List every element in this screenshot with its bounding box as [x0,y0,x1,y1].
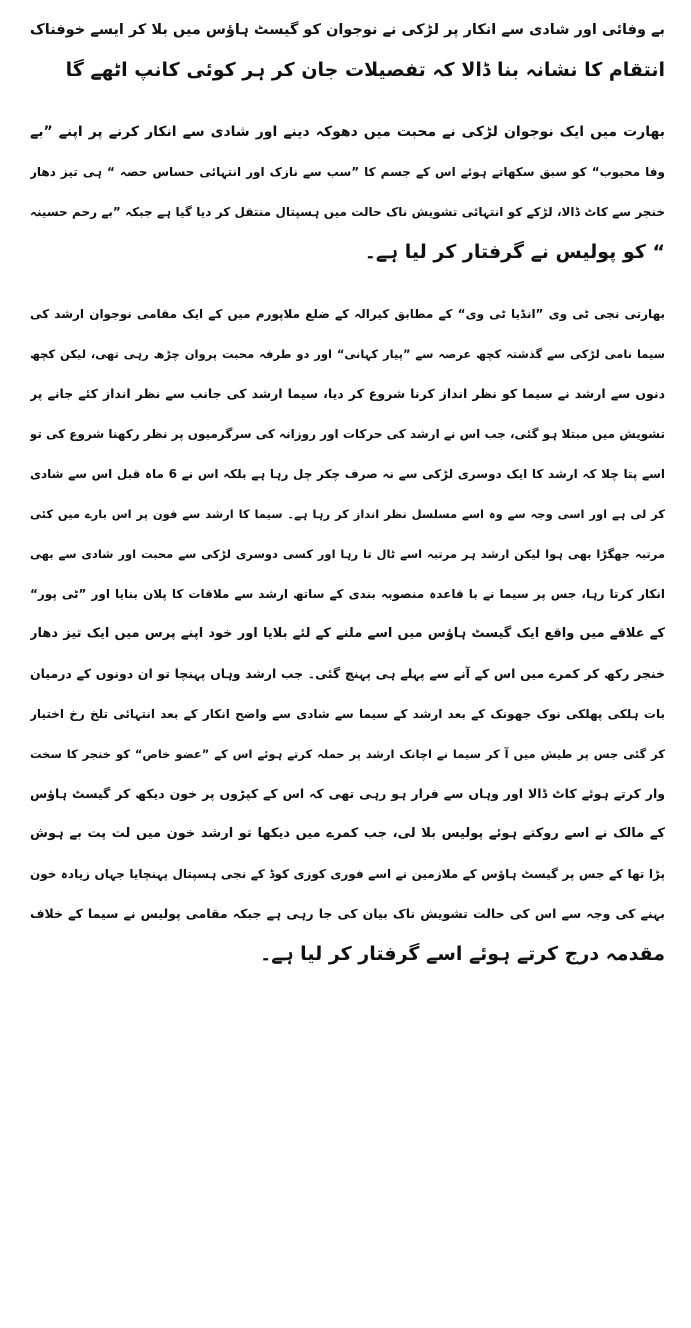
body-paragraph [30,294,665,974]
body-line: انکار کرتا رہا، جس پر سیما نے با قاعدہ منصوبہ بندی کے ساتھ ارشد سے ملاقات کا پلان بنایا اور ”ٹی پور“ [30,587,665,601]
body-line: پڑا تھا کے جس پر گیسٹ ہاؤس کے ملازمین نے اسے فوری کوزی کوڈ کے نجی ہسپتال پہنچایا جہاں زیادہ خون [30,867,665,881]
body-line: اسے پتا چلا کہ ارشد کا ایک دوسری لڑکی سے نہ صرف چکر چل رہا ہے بلکہ اس نے 6 ماہ قبل اس سے شادی [30,467,665,481]
body-line: دنوں سے ارشد نے سیما کو نظر انداز کرنا شروع کر دیا، سیما ارشد کی جانب سے نظر انداز کئے جانے پر [30,386,665,401]
article-headline [30,10,665,90]
body-line: کر لی ہے اور اسی وجہ سے وہ اسے مسلسل نظر انداز کر رہا ہے۔ سیما کا ارشد سے فون پر اس بارے میں کئی [30,507,665,521]
intro-line: خنجر سے کاٹ ڈالا، لڑکے کو انتہائی تشویش ناک حالت میں ہسپتال منتقل کر دیا گیا ہے جبکہ ”بے رحم حسینہ [30,205,665,219]
headline-line: انتقام کا نشانہ بنا ڈالا کہ تفصیلات جان کر ہر کوئی کانپ اٹھے گا [65,59,665,81]
intro-line: “ کو پولیس نے گرفتار کر لیا ہے۔ [364,241,665,263]
headline-line: بے وفائی اور شادی سے انکار پر لڑکی نے نوجوان کو گیسٹ ہاؤس میں بلا کر ایسے خوفناک [30,22,665,38]
intro-paragraph [30,112,665,272]
body-line: کے مالک نے اسے روکتے ہوئے پولیس بلا لی، جب کمرے میں دیکھا تو ارشد خون میں لت پت بے ہوش [30,826,665,841]
body-line: سیما نامی لڑکی سے گذشتہ کچھ عرصہ سے ”پیار کہانی“ اور دو طرفہ محبت پروان چڑھ رہی تھی، لیکن کچھ [30,347,665,361]
body-line: بات ہلکی پھلکی نوک جھونک کے بعد ارشد کے سیما سے شادی سے واضح انکار کے بعد انتہائی تلخ رخ اختیار [30,707,665,721]
body-line: کے علاقے میں واقع ایک گیسٹ ہاؤس میں اسے ملنے کے لئے بلایا اور خود اپنے پرس میں ایک تیز دھار [30,626,665,641]
intro-line: بھارت میں ایک نوجوان لڑکی نے محبت میں دھوکہ دینے اور شادی سے انکار کرنے پر اپنے ”بے [30,124,665,140]
body-line: بہنے کی وجہ سے اس کی حالت تشویش ناک بیان کی جا رہی ہے جبکہ مقامی پولیس نے سیما کے خلاف [30,906,665,921]
intro-line: وفا محبوب“ کو سبق سکھاتے ہوئے اس کے جسم کا ”سب سے نازک اور انتہائی حساس حصہ “ ہی تیز دھار [30,165,665,179]
body-line: مقدمہ درج کرتے ہوئے اسے گرفتار کر لیا ہے۔ [260,943,665,965]
body-line: خنجر رکھ کر کمرے میں اس کے آنے سے پہلے ہی پہنچ گئی۔ جب ارشد وہاں پہنچا تو ان دونوں کے درمیان [30,666,665,681]
body-line: بھارتی نجی ٹی وی ”انڈیا ٹی وی“ کے مطابق کیرالہ کے ضلع ملاپورم میں کے ایک مقامی نوجوان ارشد کی [30,307,665,321]
body-line: تشویش میں مبتلا ہو گئی، جب اس نے ارشد کی حرکات اور روزانہ کی سرگرمیوں پر نظر رکھنا شروع کی تو [30,427,665,441]
body-line: وار کرتے ہوئے کاٹ ڈالا اور وہاں سے فرار ہو رہی تھی کہ اس کے کپڑوں پر خون دیکھ کر گیسٹ ہاؤس [30,786,665,801]
body-line: مرتبہ جھگڑا بھی ہوا لیکن ارشد ہر مرتبہ اسے ٹال تا رہا اور کسی دوسری لڑکی سے محبت اور شادی سے بھی [30,547,665,561]
body-line: کر گئی جس پر طیش میں آ کر سیما نے اچانک ارشد پر حملہ کرتے ہوئے اس کے ”عضو خاص“ کو خنجر کا سخت [30,747,665,761]
